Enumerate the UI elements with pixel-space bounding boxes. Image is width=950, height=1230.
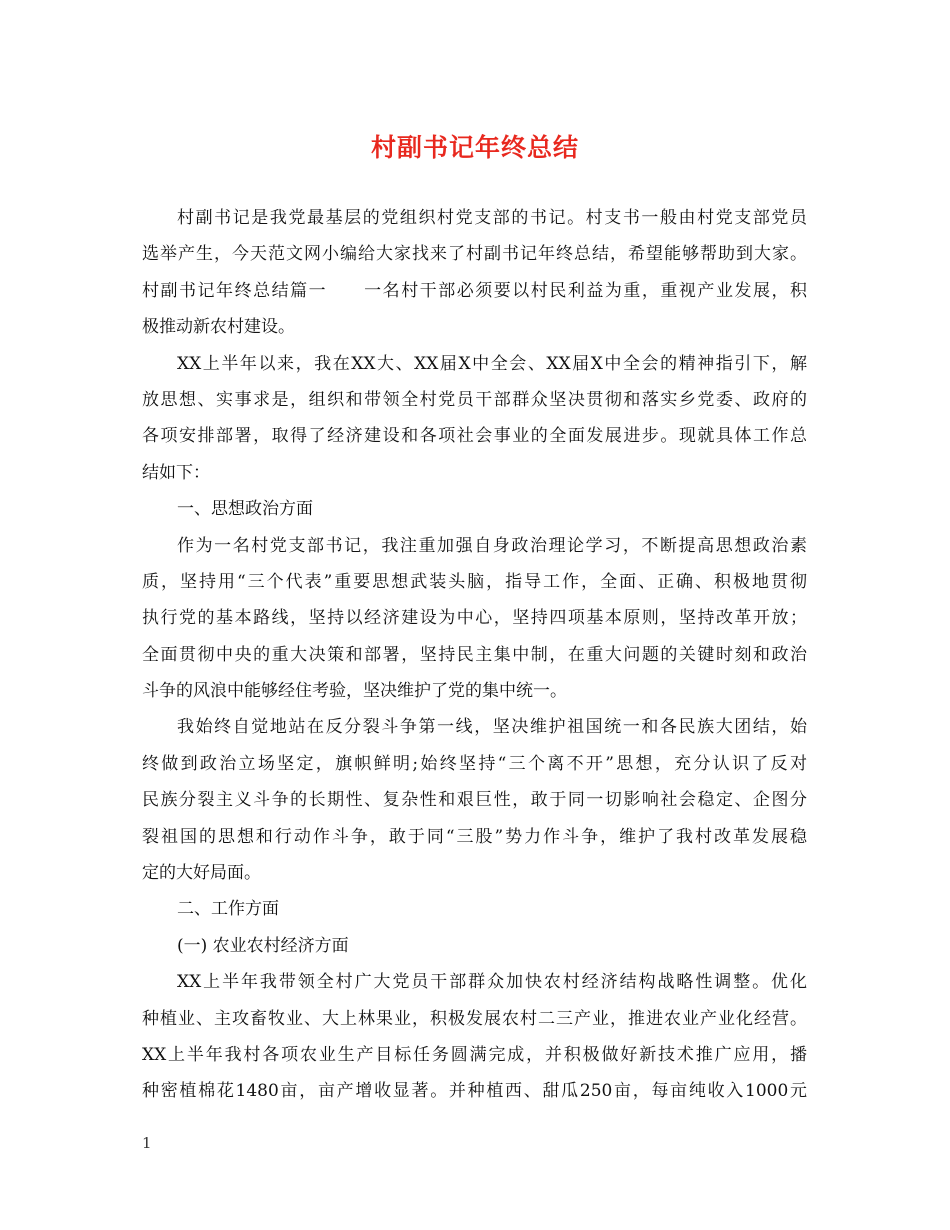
paragraph-line: 终做到政治立场坚定，旗帜鲜明;始终坚持“三个离不开”思想，充分认识了反对 xyxy=(142,753,807,774)
paragraph-line: 质，坚持用“三个代表”重要思想武装头脑，指导工作，全面、正确、积极地贯彻 xyxy=(142,571,807,592)
paragraph-line: 选举产生，今天范文网小编给大家找来了村副书记年终总结，希望能够帮助到大家。 xyxy=(142,244,807,265)
paragraph-line: 种密植棉花1480亩，亩产增收显著。并种植西、甜瓜250亩，每亩纯收入1000元 xyxy=(142,1081,807,1102)
paragraph-line: 作为一名村党支部书记，我注重加强自身政治理论学习，不断提高思想政治素 xyxy=(177,535,807,556)
section-heading: 一、思想政治方面 xyxy=(177,499,313,520)
paragraph-line: 斗争的风浪中能够经住考验，坚决维护了党的集中统一。 xyxy=(142,681,567,702)
paragraph-line: 民族分裂主义斗争的长期性、复杂性和艰巨性，敢于同一切影响社会稳定、企图分 xyxy=(142,790,807,811)
paragraph-line: 放思想、实事求是，组织和带领全村党员干部群众坚决贯彻和落实乡党委、政府的 xyxy=(142,389,807,410)
paragraph-line: XX上半年我村各项农业生产目标任务圆满完成，并积极做好新技术推广应用，播 xyxy=(142,1044,807,1065)
page-number: 1 xyxy=(142,1134,152,1152)
paragraph-line: 极推动新农村建设。 xyxy=(142,317,295,338)
paragraph-line: 村副书记是我党最基层的党组织村党支部的书记。村支书一般由村党支部党员 xyxy=(177,208,807,228)
subsection-heading: (一) 农业农村经济方面 xyxy=(177,935,349,956)
section-heading: 二、工作方面 xyxy=(177,899,279,920)
paragraph-line: 各项安排部署，取得了经济建设和各项社会事业的全面发展进步。现就具体工作总 xyxy=(142,426,807,447)
paragraph-line: 定的大好局面。 xyxy=(142,863,261,884)
document-body xyxy=(142,200,807,1110)
paragraph-line: 种植业、主攻畜牧业、大上林果业，积极发展农村二三产业，推进农业产业化经营。 xyxy=(142,1008,807,1029)
paragraph-line: XX上半年我带领全村广大党员干部群众加快农村经济结构战略性调整。优化 xyxy=(177,972,807,993)
paragraph-line: 结如下： xyxy=(142,462,210,483)
paragraph-line: 我始终自觉地站在反分裂斗争第一线，坚决维护祖国统一和各民族大团结，始 xyxy=(177,717,807,738)
paragraph-line: 执行党的基本路线，坚持以经济建设为中心，坚持四项基本原则，坚持改革开放； xyxy=(142,608,807,629)
paragraph-line: 村副书记年终总结篇一 一名村干部必须要以村民利益为重，重视产业发展，积 xyxy=(142,280,807,301)
paragraph-line: XX上半年以来，我在XX大、XX届X中全会、XX届X中全会的精神指引下，解 xyxy=(177,353,807,374)
paragraph-line: 全面贯彻中央的重大决策和部署，坚持民主集中制，在重大问题的关键时刻和政治 xyxy=(142,644,807,665)
paragraph-line: 裂祖国的思想和行动作斗争，敢于同“三股”势力作斗争，维护了我村改革发展稳 xyxy=(142,826,807,847)
document-title: 村副书记年终总结 xyxy=(370,133,579,162)
